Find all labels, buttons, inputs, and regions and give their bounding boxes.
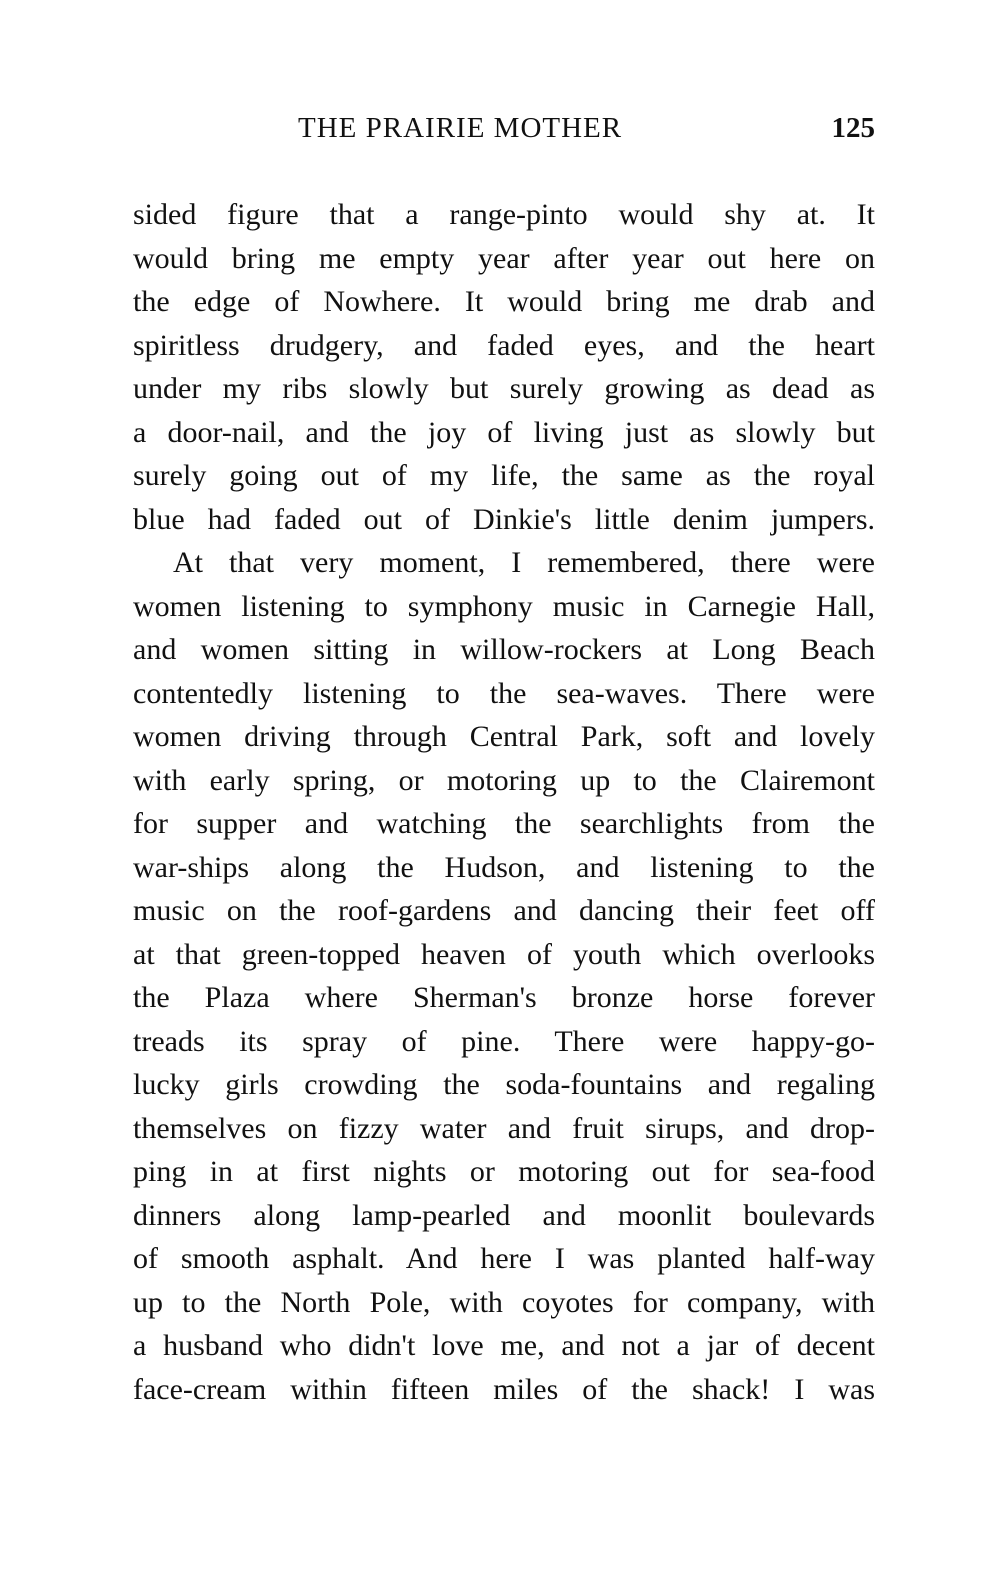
running-header: [133, 112, 875, 156]
text-line: treads its spray of pine. There were happy-go-: [133, 1024, 875, 1058]
text-line: music on the roof-gardens and dancing their feet off: [133, 894, 875, 927]
text-line: a husband who didn't love me, and not a jar of decent: [133, 1329, 875, 1362]
text-line: themselves on fizzy water and fruit sirups, and drop-: [133, 1111, 875, 1145]
text-line: with early spring, or motoring up to the Clairemont: [133, 763, 875, 797]
text-line: under my ribs slowly but surely growing as dead as: [133, 372, 875, 405]
page-number: 125: [831, 112, 875, 144]
text-line: a door-nail, and the joy of living just as slowly but: [133, 415, 875, 449]
text-line: of smooth asphalt. And here I was planted half-way: [133, 1242, 875, 1275]
text-line: women listening to symphony music in Carnegie Hall,: [133, 589, 875, 623]
text-line: for supper and watching the searchlights from the: [133, 807, 875, 840]
running-title: THE PRAIRIE MOTHER: [298, 112, 623, 144]
text-line: up to the North Pole, with coyotes for company, with: [133, 1285, 875, 1319]
text-line: the Plaza where Sherman's bronze horse forever: [133, 981, 875, 1014]
text-line: face-cream within fifteen miles of the shack! I was: [133, 1372, 875, 1406]
text-line: women driving through Central Park, soft and lovely: [133, 720, 875, 753]
text-line: lucky girls crowding the soda-fountains and regaling: [133, 1068, 875, 1101]
text-line: ping in at first nights or motoring out for sea-food: [133, 1155, 875, 1188]
text-line: dinners along lamp-pearled and moonlit boulevards: [133, 1198, 875, 1232]
text-line: contentedly listening to the sea-waves. There were: [133, 676, 875, 710]
text-line: sided figure that a range-pinto would shy at. It: [133, 198, 875, 231]
text-line: the edge of Nowhere. It would bring me drab and: [133, 285, 875, 318]
text-line: At that very moment, I remembered, there were: [173, 546, 875, 579]
text-line: war-ships along the Hudson, and listening to the: [133, 850, 875, 884]
text-line: surely going out of my life, the same as the royal: [133, 459, 875, 492]
text-line: and women sitting in willow-rockers at Long Beach: [133, 633, 875, 666]
text-line: would bring me empty year after year out here on: [133, 241, 875, 275]
text-line: at that green-topped heaven of youth which overlooks: [133, 937, 875, 971]
text-line: spiritless drudgery, and faded eyes, and the heart: [133, 328, 875, 362]
text-line: blue had faded out of Dinkie's little denim jumpers.: [133, 502, 875, 536]
body-text: [133, 193, 875, 1411]
